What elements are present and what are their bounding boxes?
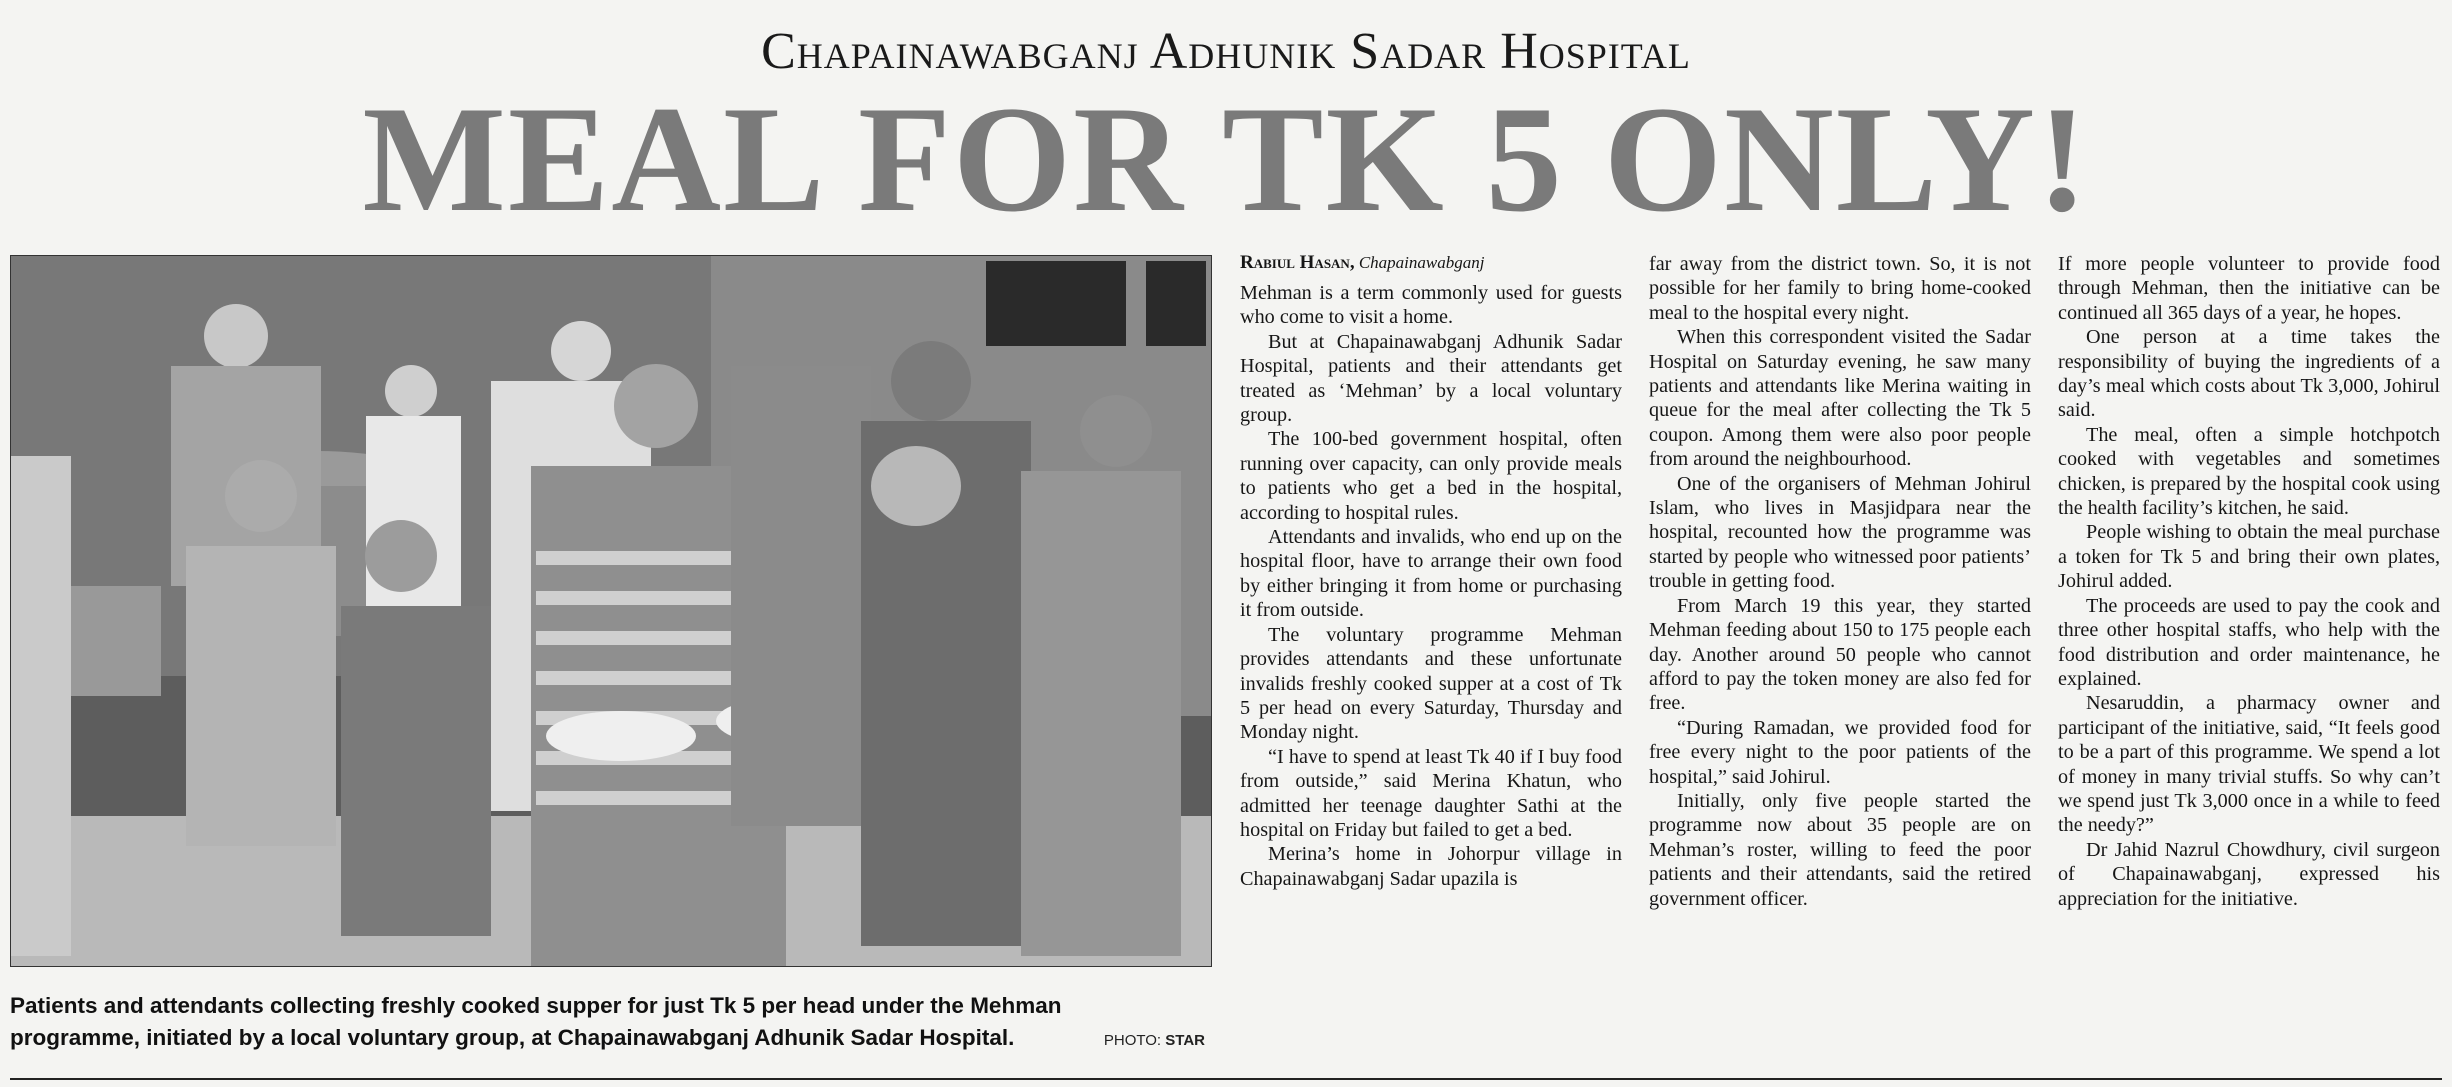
photo-illustration — [11, 256, 1211, 966]
article-paragraph: far away from the district town. So, it is not possible for her family to bring home-cooked meal to the hospital every night. — [1649, 253, 2031, 324]
news-photo — [10, 255, 1212, 967]
article-paragraph: If more people volunteer to provide food through Mehman, then the initiative can be continued all 365 days of a year, he hopes. — [2058, 253, 2440, 324]
article-paragraph: Dr Jahid Nazrul Chowdhury, civil surgeon of Chapainawabganj, expressed his appreciation for the initiative. — [2058, 838, 2440, 910]
article-column-2 — [1649, 252, 2031, 911]
article-paragraph: One person at a time takes the responsibility of buying the ingredients of a day’s meal which costs about Tk 3,000, Johirul said. — [2058, 326, 2440, 422]
byline-name: Rabiul Hasan, — [1240, 252, 1355, 273]
article-paragraph: Attendants and invalids, who end up on the hospital floor, have to arrange their own food by either bringing it from home or purchasing it from outside. — [1240, 526, 1622, 622]
photo-credit-prefix: PHOTO: — [1103, 1032, 1162, 1049]
article-paragraph: The 100-bed government hospital, often running over capacity, can only provide meals to patients who get a bed in the hospital, according to hospital rules. — [1240, 428, 1622, 524]
article-paragraph: But at Chapainawabganj Adhunik Sadar Hospital, patients and their attendants get treated as ‘Mehman’ by a local voluntary group. — [1240, 330, 1622, 427]
kicker-title: Chapainawabganj Adhunik Sadar Hospital — [761, 23, 1691, 80]
photo-credit — [1055, 1032, 1205, 1049]
article-paragraph: People wishing to obtain the meal purchase a token for Tk 5 and bring their own plates, Johirul added. — [2058, 521, 2440, 593]
article-paragraph: The meal, often a simple hotchpotch cooked with vegetables and sometimes chicken, is prepared by the hospital cook using the health facility’s kitchen, he said. — [2058, 423, 2440, 520]
article-paragraph: Nesaruddin, a pharmacy owner and participant of the initiative, said, “It feels good to be a part of this programme. We spend a lot of money in many trivial stuffs. So why can’t we spend just Tk 3,000 once in a while to feed the needy?” — [2058, 692, 2440, 837]
article-paragraph: Mehman is a term commonly used for guests who come to visit a home. — [1240, 282, 1622, 329]
article-paragraph: Initially, only five people started the programme now about 35 people are on Mehman’s roster, willing to feed the poor patients and their attendants, said the retired government officer. — [1649, 789, 2031, 910]
article-paragraph: When this correspondent visited the Sadar Hospital on Saturday evening, he saw many patients and attendants like Merina waiting in queue for the meal after collecting the Tk 5 coupon. Among them were also poor people from around the neighbourhood. — [1649, 326, 2031, 471]
article-paragraph: The voluntary programme Mehman provides attendants and these unfortunate invalids freshly cooked supper at a cost of Tk 5 per head on every Saturday, Thursday and Monday night. — [1240, 623, 1622, 744]
article-paragraph: The proceeds are used to pay the cook and three other hospital staffs, who help with the food distribution and order maintenance, he explained. — [2058, 594, 2440, 690]
article-paragraph: From March 19 this year, they started Mehman feeding about 150 to 175 people each day. Another around 50 people who cannot afford to pay the token money are also fed for free. — [1649, 594, 2031, 715]
bottom-rule — [10, 1078, 2442, 1080]
photo-credit-source: STAR — [1165, 1032, 1205, 1049]
article-column-1 — [1240, 252, 1622, 891]
article-column-3 — [2058, 252, 2440, 911]
article-paragraph: “I have to spend at least Tk 40 if I buy food from outside,” said Merina Khatun, who admitted her teenage daughter Sathi at the hospital on Friday but failed to get a bed. — [1240, 745, 1622, 841]
article-paragraph: One of the organisers of Mehman Johirul Islam, who lives in Masjidpara near the hospital, recounted how the programme was started by people who witnessed poor patients’ trouble in getting food. — [1649, 472, 2031, 593]
article-paragraph: “During Ramadan, we provided food for free every night to the poor patients of the hospital,” said Johirul. — [1649, 716, 2031, 788]
byline — [1240, 252, 1622, 274]
headline: MEAL FOR TK 5 ONLY! — [362, 75, 2090, 243]
photo-caption: Patients and attendants collecting freshly cooked supper for just Tk 5 per head under the Mehman programme, initiated by a local voluntary group, at Chapainawabganj Adhunik Sadar Hospital. — [10, 993, 1062, 1050]
byline-location: Chapainawabganj — [1358, 253, 1485, 272]
article-paragraph: Merina’s home in Johorpur village in Chapainawabganj Sadar upazila is — [1240, 843, 1622, 890]
